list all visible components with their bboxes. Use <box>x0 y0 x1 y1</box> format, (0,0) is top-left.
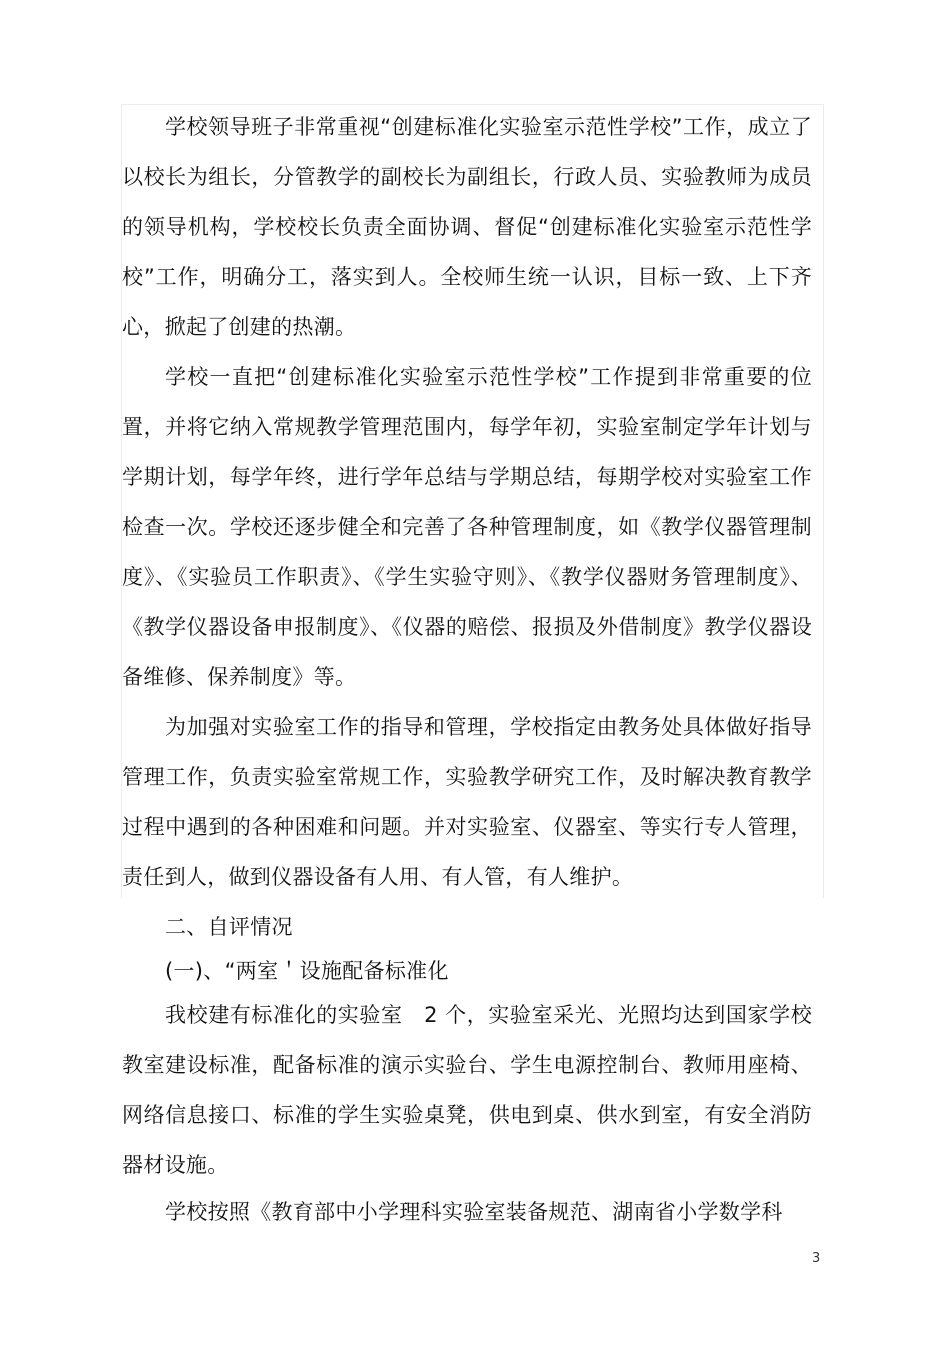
page-number: 3 <box>812 1251 821 1266</box>
section-heading: 二、自评情况 <box>165 915 293 939</box>
paragraph-standards: 学校按照《教育部中小学理科实验室装备规范、湖南省小学数学科 <box>165 1200 783 1224</box>
paragraph-guidance: 为加强对实验室工作的指导和管理，学校指定由教务处具体做好指导管理工作，负责实验室常规工作，实验教学研究工作，及时解决教育教学过程中遇到的各种困难和问题。并对实验室、仪器室、等实行专人管理，责任到人，做到仪器设备有人用、有人管，有人维护。 <box>122 715 812 889</box>
subsection-heading: (一)、“两室＇设施配备标准化 <box>165 959 449 983</box>
frame-border-right <box>823 104 824 898</box>
paragraph-leadership: 学校领导班子非常重视“创建标准化实验室示范性学校”工作，成立了以校长为组长，分管教学的副校长为副组长，行政人员、实验教师为成员的领导机构，学校校长负责全面协调、督促“创建标准化实验室示范性学校”工作，明确分工，落实到人。全校师生统一认识，目标一致、上下齐心，掀起了创建的热潮。 <box>122 115 812 339</box>
paragraph-management-system: 学校一直把“创建标准化实验室示范性学校”工作提到非常重要的位置，并将它纳入常规教学管理范围内，每学年初，实验室制定学年计划与学期计划，每学年终，进行学年总结与学期总结，每期学校对实验室工作检查一次。学校还逐步健全和完善了各种管理制度，如《教学仪器管理制度》、《实验员工作职责》、《学生实验守则》、《教学仪器财务管理制度》、《教学仪器设备申报制度》、《仪器的赔偿、报损及外借制度》教学仪器设备维修、保养制度》等。 <box>122 365 812 689</box>
paragraph-facilities: 我校建有标准化的实验室 2 个，实验室采光、光照均达到国家学校教室建设标准，配备标准的演示实验台、学生电源控制台、教师用座椅、网络信息接口、标准的学生实验桌凳，供电到桌、供水到室，有安全消防器材设施。 <box>122 1003 812 1177</box>
